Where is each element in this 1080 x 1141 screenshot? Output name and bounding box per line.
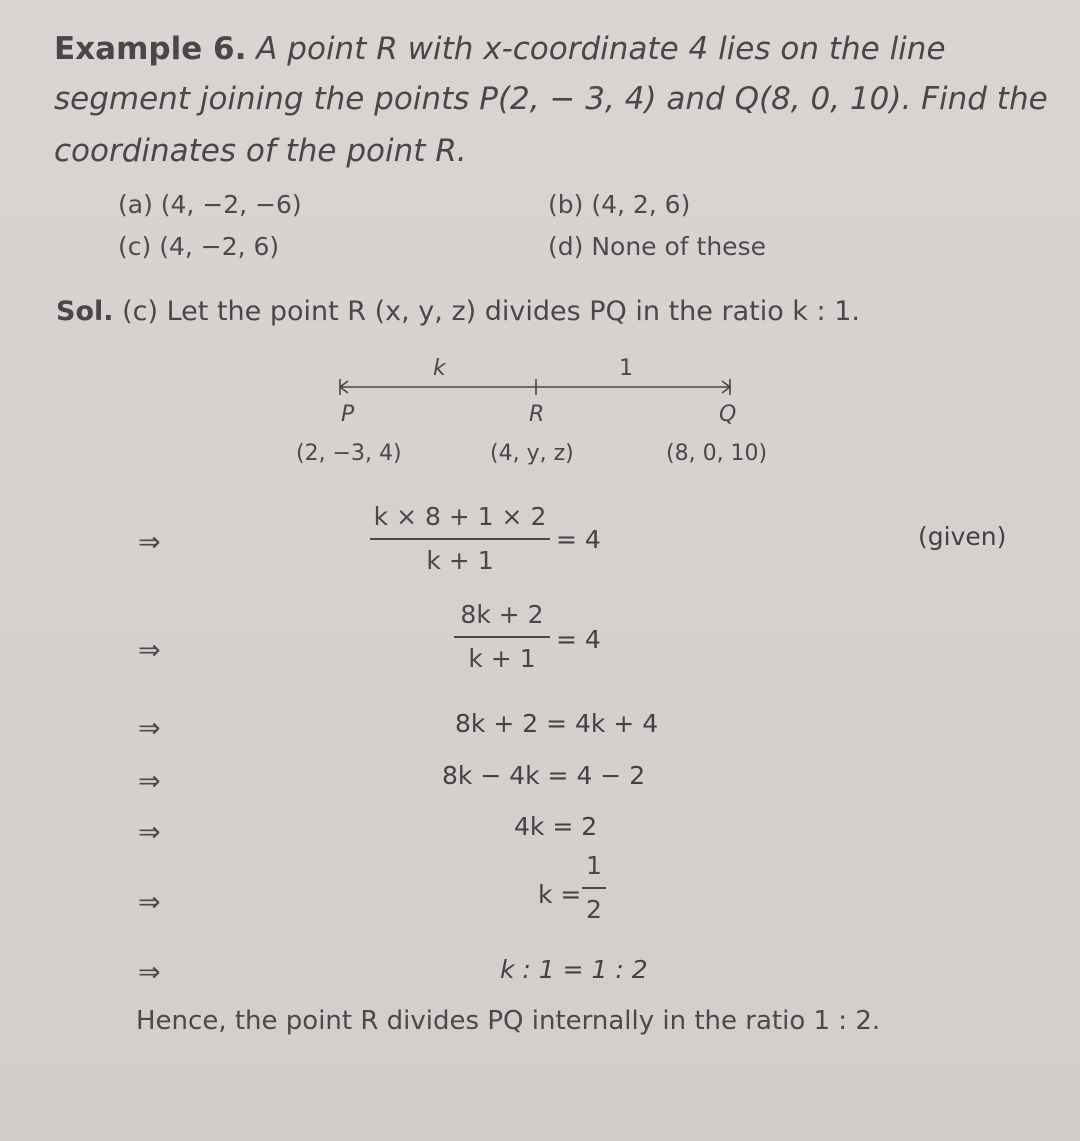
example-question-line-1: [54, 31, 946, 67]
implies-arrow-6: ⇒: [138, 887, 161, 918]
step-1-rhs: = 4: [556, 525, 601, 554]
option-b: (b) (4, 2, 6): [548, 190, 691, 219]
fraction-6-numerator: 1: [586, 851, 602, 880]
step-4: 8k − 4k = 4 − 2: [442, 761, 646, 790]
fraction-1-denominator: k + 1: [426, 546, 494, 575]
implies-arrow-4: ⇒: [138, 766, 161, 797]
fraction-step-2: [454, 600, 550, 674]
fraction-2-denominator: k + 1: [468, 644, 536, 673]
implies-arrow-5: ⇒: [138, 817, 161, 848]
fraction-step-1: [370, 502, 550, 576]
fraction-bar: [370, 538, 550, 540]
fraction-6-denominator: 2: [586, 895, 602, 924]
point-coords-q: (8, 0, 10): [666, 441, 768, 466]
step-6-lhs: k =: [538, 880, 582, 909]
question-text-1: A point R with x-coordinate 4 lies on the line: [256, 31, 946, 67]
ratio-label-k: k: [433, 356, 446, 381]
point-coords-p: (2, −3, 4): [296, 441, 402, 466]
option-c: (c) (4, −2, 6): [118, 232, 280, 261]
question-text-2: segment joining the points P(2, − 3, 4) and Q(8, 0, 10). Find the: [54, 81, 1048, 117]
fraction-step-6: [582, 851, 606, 925]
implies-arrow-7: ⇒: [138, 957, 161, 988]
example-heading: Example 6.: [54, 31, 247, 67]
point-label-q: Q: [719, 402, 737, 427]
implies-arrow-3: ⇒: [138, 713, 161, 744]
implies-arrow-2: ⇒: [138, 635, 161, 666]
step-5: 4k = 2: [514, 812, 598, 841]
ratio-label-1: 1: [619, 356, 633, 381]
fraction-bar: [454, 636, 550, 638]
step-3: 8k + 2 = 4k + 4: [455, 709, 659, 738]
solution-label: Sol.: [56, 296, 114, 327]
step-2-rhs: = 4: [556, 625, 601, 654]
solution-intro-text: (c) Let the point R (x, y, z) divides PQ in the ratio k : 1.: [122, 296, 860, 327]
option-a: (a) (4, −2, −6): [118, 190, 302, 219]
point-coords-r: (4, y, z): [490, 441, 574, 466]
fraction-bar: [582, 887, 606, 889]
solution-intro: [56, 296, 860, 327]
point-label-p: P: [341, 402, 355, 427]
given-note: (given): [918, 522, 1007, 551]
fraction-2-numerator: 8k + 2: [460, 600, 544, 629]
option-d: (d) None of these: [548, 232, 766, 261]
implies-arrow-1: ⇒: [138, 527, 161, 558]
fraction-1-numerator: k × 8 + 1 × 2: [373, 502, 547, 531]
conclusion-text: Hence, the point R divides PQ internally in the ratio 1 : 2.: [136, 1006, 881, 1036]
question-text-3: coordinates of the point R.: [54, 133, 467, 169]
step-7: k : 1 = 1 : 2: [500, 955, 648, 984]
point-label-r: R: [529, 402, 545, 427]
